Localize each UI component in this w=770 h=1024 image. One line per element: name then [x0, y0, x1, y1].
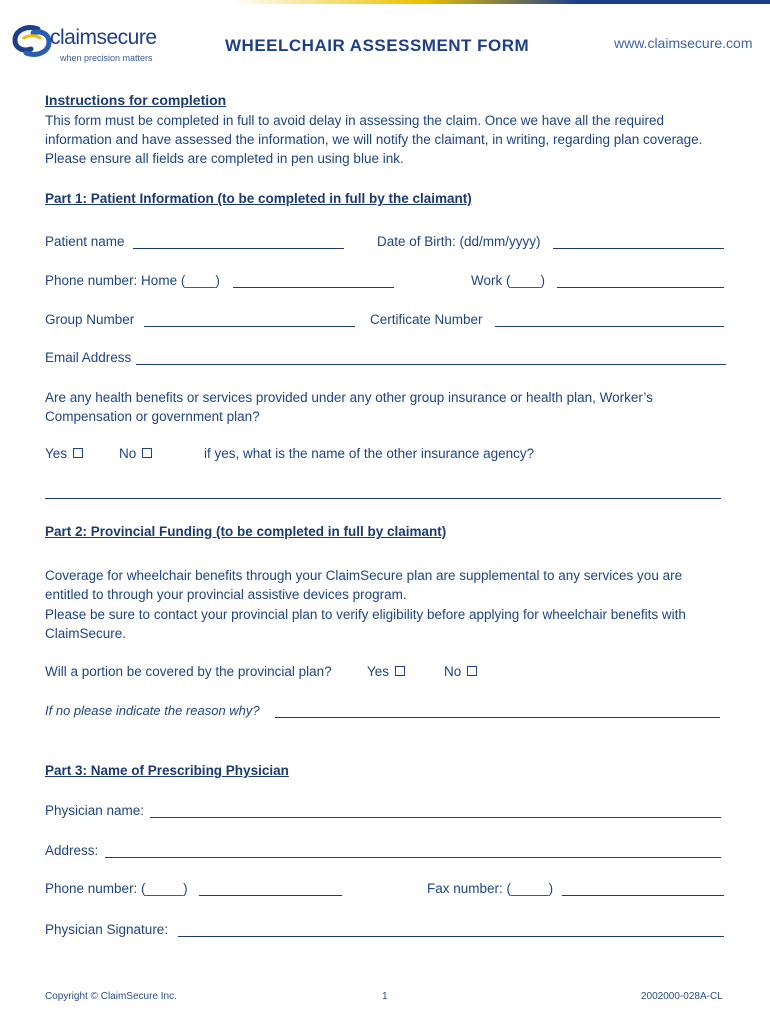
logo-swirl-icon	[12, 24, 52, 58]
yes-label: Yes	[45, 446, 68, 461]
patient-name-field[interactable]	[133, 248, 344, 249]
certificate-number-label: Certificate Number	[370, 312, 483, 327]
brand-logo	[12, 22, 172, 66]
yes-checkbox[interactable]	[73, 448, 83, 458]
signature-label: Physician Signature:	[45, 922, 169, 937]
physician-phone-field[interactable]	[199, 895, 342, 896]
dob-field[interactable]	[553, 248, 724, 249]
signature-field[interactable]	[178, 936, 724, 937]
part3-heading: Part 3: Name of Prescribing Physician	[45, 763, 289, 778]
dob-label: Date of Birth: (dd/mm/yyyy)	[377, 234, 541, 249]
home-phone-field[interactable]	[233, 287, 394, 288]
other-coverage-question: Are any health benefits or services provided under any other group insurance or health plan, Worker’s Compensation or government plan?	[45, 390, 653, 424]
header-color-bar	[0, 0, 770, 4]
other-coverage-yes[interactable]	[45, 446, 83, 461]
instructions-body: This form must be completed in full to avoid delay in assessing the claim. Once we have all the required information and have assessed the information, we will notify the claimant, in writing, regarding plan coverage. Please ensure all fields are completed in pen using blue ink.	[45, 113, 703, 166]
website-url: www.claimsecure.com	[614, 35, 753, 51]
yes-label: Yes	[367, 664, 390, 679]
email-field[interactable]	[136, 364, 726, 365]
fax-label: Fax number: (_____)	[427, 881, 554, 896]
other-coverage-no[interactable]	[119, 446, 152, 461]
footer-page-number: 1	[382, 991, 388, 1002]
provincial-yes[interactable]	[367, 664, 405, 679]
part2-heading: Part 2: Provincial Funding (to be completed in full by claimant)	[45, 524, 447, 539]
part2-paragraph-2: Please be sure to contact your provincial plan to verify eligibility before applying for wheelchair benefits with ClaimSecure.	[45, 607, 686, 641]
brand-name: claimsecure	[50, 26, 157, 49]
physician-phone-label: Phone number: (_____)	[45, 881, 188, 896]
no-label: No	[119, 446, 137, 461]
no-label: No	[444, 664, 462, 679]
provincial-no[interactable]	[444, 664, 477, 679]
yes-checkbox[interactable]	[395, 666, 405, 676]
no-checkbox[interactable]	[142, 448, 152, 458]
footer-form-code: 2002000-028A-CL	[641, 991, 723, 1002]
work-phone-field[interactable]	[557, 287, 724, 288]
page-title: WHEELCHAIR ASSESSMENT FORM	[225, 36, 530, 55]
footer-copyright: Copyright © ClaimSecure Inc.	[45, 991, 177, 1002]
part1-heading: Part 1: Patient Information (to be completed in full by the claimant)	[45, 191, 472, 206]
other-agency-field[interactable]	[45, 498, 721, 499]
certificate-number-field[interactable]	[495, 326, 724, 327]
part2-paragraph-1: Coverage for wheelchair benefits through your ClaimSecure plan are supplemental to any services you are entitled to through your provincial assistive devices program.	[45, 568, 683, 602]
other-agency-label: if yes, what is the name of the other insurance agency?	[204, 446, 535, 461]
physician-name-field[interactable]	[150, 817, 721, 818]
fax-field[interactable]	[562, 895, 724, 896]
address-label: Address:	[45, 843, 99, 858]
home-phone-label: Phone number: Home (____)	[45, 273, 220, 288]
instructions-heading: Instructions for completion	[45, 92, 227, 108]
patient-name-label: Patient name	[45, 234, 125, 249]
no-checkbox[interactable]	[467, 666, 477, 676]
reason-label: If no please indicate the reason why?	[45, 703, 260, 718]
group-number-field[interactable]	[144, 326, 355, 327]
address-field[interactable]	[105, 857, 721, 858]
physician-name-label: Physician name:	[45, 803, 145, 818]
group-number-label: Group Number	[45, 312, 135, 327]
email-label: Email Address	[45, 350, 132, 365]
work-phone-label: Work (____)	[471, 273, 546, 288]
provincial-question: Will a portion be covered by the provincial plan?	[45, 664, 332, 679]
reason-field[interactable]	[275, 717, 720, 718]
brand-tagline: when precision matters	[60, 53, 153, 63]
